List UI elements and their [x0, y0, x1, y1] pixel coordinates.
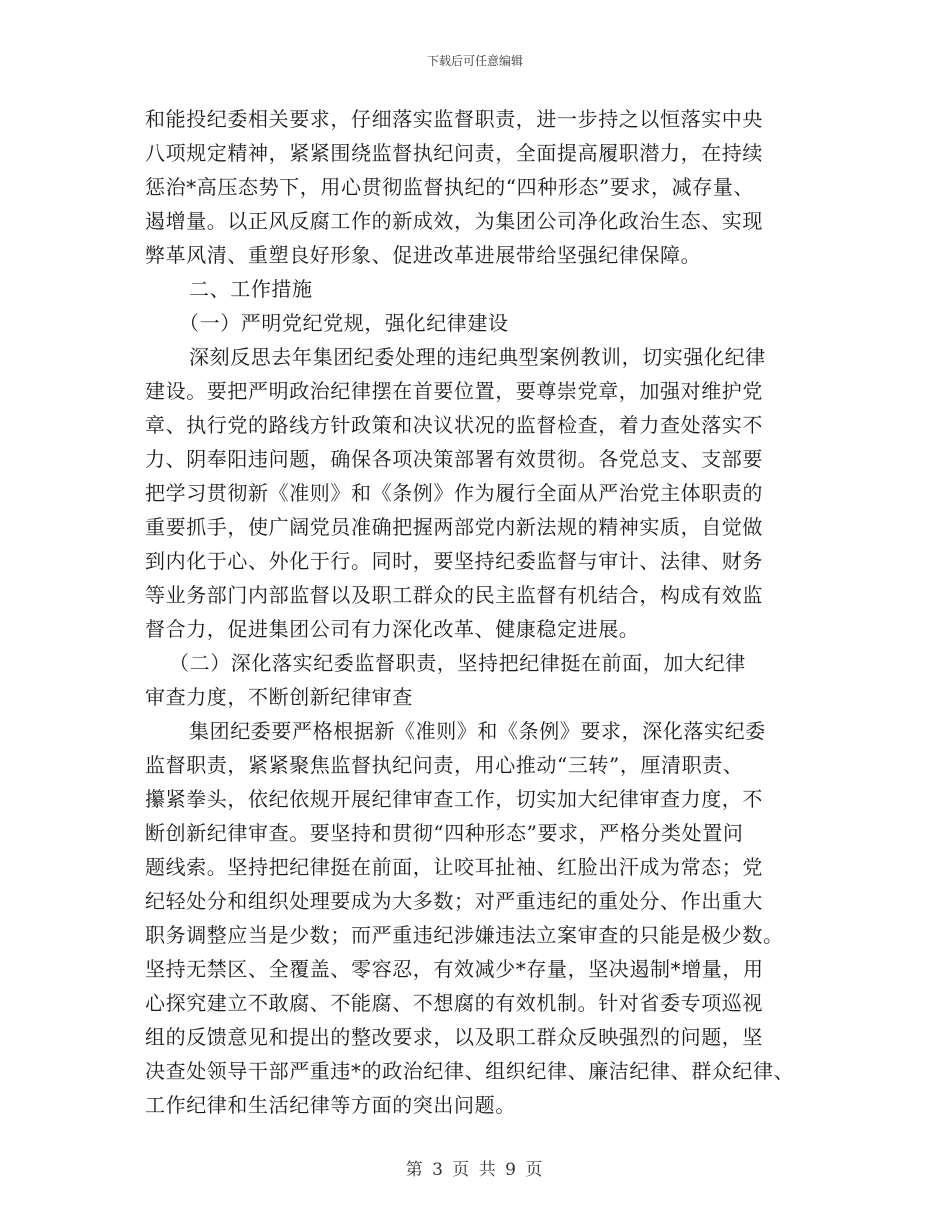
- text-line: 深刻反思去年集团纪委处理的违纪典型案例教训，切实强化纪律: [189, 345, 766, 369]
- text-line: 惩治*高压态势下，用心贯彻监督执纪的“四种形态”要求，减存量、: [145, 175, 755, 199]
- text-line: 遏增量。以正风反腐工作的新成效，为集团公司净化政治生态、实现: [145, 209, 763, 233]
- text-line: 二、工作措施: [189, 277, 313, 301]
- text-line: 职务调整应当是少数；而严重违纪涉嫌违法立案审查的只能是极少数。: [145, 923, 784, 947]
- text-line: 和能投纪委相关要求，仔细落实监督职责，进一步持之以恒落实中央: [145, 107, 763, 131]
- text-line: 坚持无禁区、全覆盖、零容忍，有效减少*存量，坚决遏制*增量，用: [145, 957, 764, 981]
- document-body: [145, 102, 835, 1122]
- text-line: 断创新纪律审查。要坚持和贯彻“四种形态”要求，严格分类处置问: [145, 821, 744, 845]
- page-header: 下载后可任意编辑: [426, 54, 523, 68]
- text-line: 力、阴奉阳违问题，确保各项决策部署有效贯彻。各党总支、支部要: [145, 447, 763, 471]
- text-line: 八项规定精神，紧紧围绕监督执纪问责，全面提高履职潜力，在持续: [145, 141, 763, 165]
- text-line: （一）严明党纪党规，强化纪律建设: [179, 311, 509, 335]
- text-line: 重要抓手，使广阔党员准确把握两部党内新法规的精神实质，自觉做: [145, 515, 763, 539]
- text-line: 到内化于心、外化于行。同时，要坚持纪委监督与审计、法律、财务: [145, 549, 763, 573]
- text-line: 审查力度，不断创新纪律审查: [145, 685, 413, 709]
- text-line: （二）深化落实纪委监督职责，坚持把纪律挺在前面，加大纪律: [169, 651, 746, 675]
- text-line: 把学习贯彻新《准则》和《条例》作为履行全面从严治党主体职责的: [145, 481, 763, 505]
- text-line: 监督职责，紧紧聚焦监督执纪问责，用心推动“三转”，厘清职责、: [145, 753, 744, 777]
- text-line: 弊革风清、重塑良好形象、促进改革进展带给坚强纪律保障。: [145, 243, 702, 267]
- text-line: 督合力，促进集团公司有力深化改革、健康稳定进展。: [145, 617, 640, 641]
- text-line: 组的反馈意见和提出的整改要求，以及职工群众反映强烈的问题，坚: [145, 1025, 763, 1049]
- text-line: 攥紧拳头，依纪依规开展纪律审查工作，切实加大纪律审查力度，不: [145, 787, 763, 811]
- text-line: 心探究建立不敢腐、不能腐、不想腐的有效机制。针对省委专项巡视: [145, 991, 763, 1015]
- text-line: 建设。要把严明政治纪律摆在首要位置，要尊崇党章，加强对维护党: [145, 379, 763, 403]
- text-line: 决查处领导干部严重违*的政治纪律、组织纪律、廉洁纪律、群众纪律、: [145, 1059, 795, 1083]
- text-line: 题线索。坚持把纪律挺在前面，让咬耳扯袖、红脸出汗成为常态；党: [145, 855, 763, 879]
- page-number: 第 3 页 共 9 页: [405, 1160, 545, 1180]
- text-line: 工作纪律和生活纪律等方面的突出问题。: [145, 1093, 516, 1117]
- text-line: 集团纪委要严格根据新《准则》和《条例》要求，深化落实纪委: [189, 719, 766, 743]
- text-line: 章、执行党的路线方针政策和决议状况的监督检查，着力查处落实不: [145, 413, 763, 437]
- text-line: 纪轻处分和组织处理要成为大多数；对严重违纪的重处分、作出重大: [145, 889, 763, 913]
- text-line: 等业务部门内部监督以及职工群众的民主监督有机结合，构成有效监: [145, 583, 763, 607]
